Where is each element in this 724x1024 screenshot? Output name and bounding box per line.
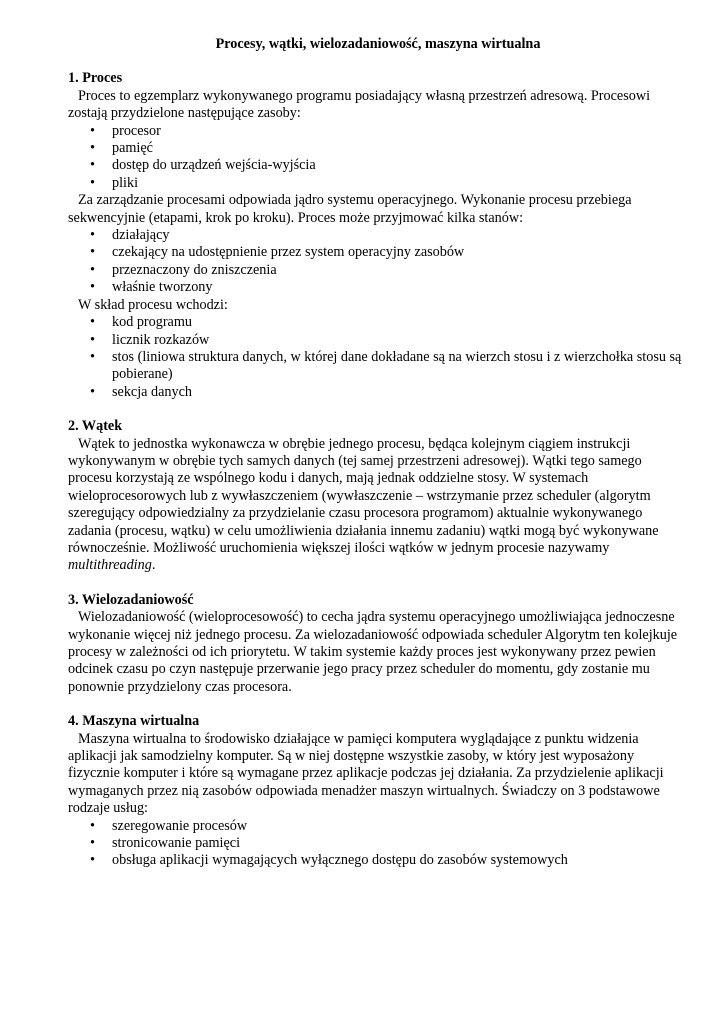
- list-item: • licznik rozkazów: [90, 331, 210, 348]
- paragraph: Wielozadaniowość (wieloprocesowość) to cecha jądra systemu operacyjnego umożliwiająca jednoczesne wykonanie więcej niż jednego procesu. Za wielozadaniowość odpowiada scheduler Algorytm ten kolejkuje procesy w zależności od ich priorytetu. W takim systemie każdy proces jest wykonywany przez pewien odcinek czasu po czyn następuje przerwanie jego pracy przez scheduler do momentu, gdy zostanie mu ponownie przydzielony czas procesora.: [68, 609, 678, 695]
- list-item: • stronicowanie pamięci: [90, 835, 241, 852]
- bullet-icon: •: [90, 157, 95, 174]
- bullet-icon: •: [90, 835, 95, 852]
- section-heading: 3. Wielozadaniowość: [68, 591, 194, 608]
- section-heading: 4. Maszyna wirtualna: [68, 713, 200, 730]
- list-item: • pamięć: [90, 140, 153, 157]
- bullet-icon: •: [90, 817, 95, 834]
- italic-term: multithreading: [68, 557, 152, 574]
- bullet-icon: •: [90, 331, 95, 348]
- list-item: • szeregowanie procesów: [90, 817, 248, 834]
- bullet-icon: •: [90, 314, 95, 331]
- section-thread: [68, 418, 688, 575]
- paragraph: Wątek to jednostka wykonawcza w obrębie jednego procesu, będąca kolejnym ciągiem instrukcji wykonywanym w obrębie tych samych danych (tej samej przestrzeni adresowej). Wątki tego samego procesu korzystają ze wspólnego kodu i danych, mają jednak oddzielne stosy. W systemach wieloprocesorowych lub z wywłaszczeniem (wywłaszczenie – wstrzymanie przez scheduler (algorytm szeregujący odpowiedzialny za przydzielanie czasu procesora programom) aktualnie wykonywanego zadania (procesu, wątku) w celu umożliwienia działania innemu zadaniu) wątki mogą być wykonywane równocześnie. Możliwość uruchomienia większej ilości wątków w jednym procesie nazywamy multithreading.: [68, 435, 659, 574]
- bullet-list: [68, 818, 688, 870]
- bullet-icon: •: [90, 122, 95, 139]
- paragraph: Maszyna wirtualna to środowisko działające w pamięci komputera wyglądające z punktu widzenia aplikacji jak samodzielny komputer. Są w niej dostępne wszystkie zasoby, w który jest wyposażony fizycznie komputer i które są wymagane przez aplikacje podczas jej działania. Za przydzielenie aplikacji wymaganych przez nią zasobów odpowiada menadżer maszyn wirtualnych. Świadczy on 3 podstawowe rodzaje usług:: [68, 730, 664, 817]
- bullet-icon: •: [90, 244, 95, 261]
- document-page: [68, 36, 688, 887]
- list-item: • stos (liniowa struktura danych, w której dane dokładane są na wierzch stosu i z wierzchołka stosu są pobierane): [90, 348, 682, 383]
- list-item: • obsługa aplikacji wymagających wyłącznego dostępu do zasobów systemowych: [90, 852, 568, 869]
- paragraph: Proces to egzemplarz wykonywanego programu posiadający własną przestrzeń adresową. Procesowi zostają przydzielone następujące zasoby:: [68, 87, 651, 122]
- bullet-icon: •: [90, 227, 95, 244]
- list-item: • procesor: [90, 122, 161, 139]
- section-virtual-machine: [68, 713, 688, 870]
- section-heading: 2. Wątek: [68, 418, 123, 435]
- list-item: • działający: [90, 227, 170, 244]
- list-item: • kod programu: [90, 314, 192, 331]
- bullet-icon: •: [90, 279, 95, 296]
- bullet-icon: •: [90, 140, 95, 157]
- bullet-list: [68, 123, 688, 193]
- bullet-icon: •: [90, 261, 95, 278]
- section-multitasking: [68, 592, 688, 696]
- document-title: Procesy, wątki, wielozadaniowość, maszyna wirtualna: [215, 36, 541, 52]
- bullet-list: [68, 227, 688, 297]
- section-heading: 1. Proces: [68, 70, 123, 87]
- list-item: • właśnie tworzony: [90, 279, 213, 296]
- paragraph: W skład procesu wchodzi:: [78, 296, 228, 313]
- bullet-icon: •: [90, 174, 95, 191]
- bullet-icon: •: [90, 348, 95, 365]
- list-item: • czekający na udostępnienie przez system operacyjny zasobów: [90, 244, 465, 261]
- bullet-list: [68, 314, 688, 401]
- list-item: • dostęp do urządzeń wejścia-wyjścia: [90, 157, 316, 174]
- bullet-icon: •: [90, 383, 95, 400]
- bullet-icon: •: [90, 852, 95, 869]
- list-item: • pliki: [90, 174, 139, 191]
- list-item: • sekcja danych: [90, 383, 192, 400]
- paragraph: Za zarządzanie procesami odpowiada jądro systemu operacyjnego. Wykonanie procesu przebiega sekwencyjnie (etapami, krok po kroku). Proces może przyjmować kilka stanów:: [68, 192, 632, 226]
- section-process: [68, 70, 688, 401]
- list-item: • przeznaczony do zniszczenia: [90, 261, 277, 278]
